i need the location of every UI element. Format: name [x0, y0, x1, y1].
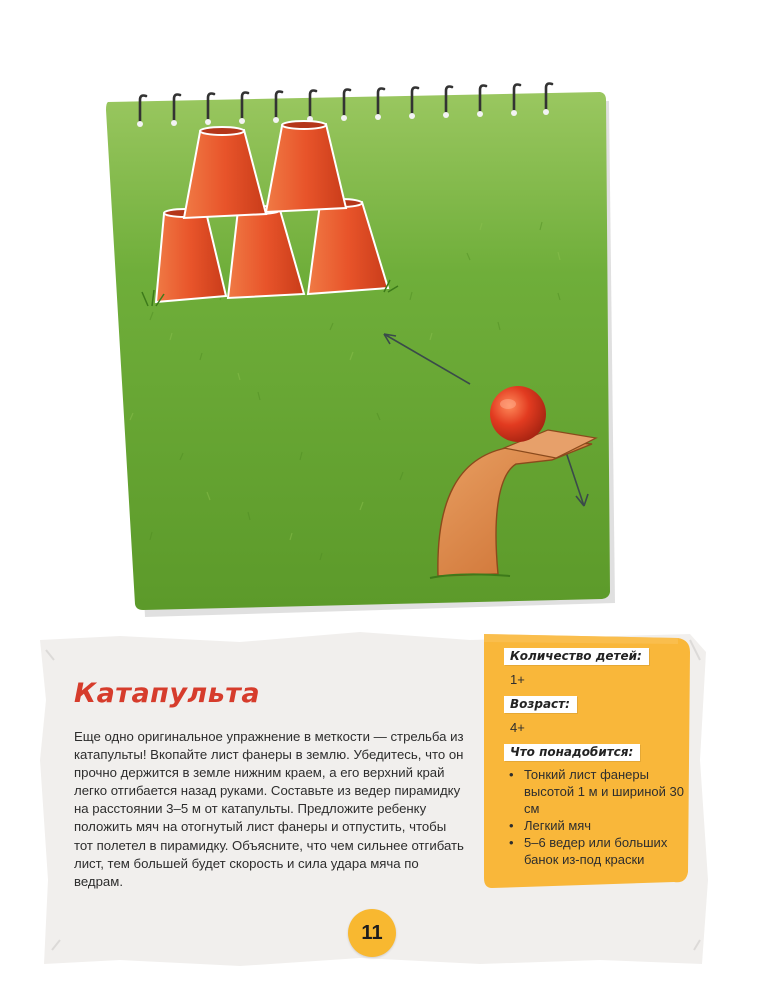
- children-count-value: 1+: [510, 672, 525, 687]
- materials-label: Что понадобится:: [504, 744, 640, 761]
- materials-list-item: • 5–6 ведер или больших банок из-под краски: [508, 834, 684, 868]
- age-value: 4+: [510, 720, 525, 735]
- materials-list-item: • Легкий мяч: [508, 817, 684, 834]
- children-count-label: Количество детей:: [504, 648, 649, 665]
- info-card: [482, 632, 692, 890]
- activity-description: Еще одно оригинальное упражнение в меткости — стрельба из катапульты! Вкопайте лист фанеры в землю. Убедитесь, что он прочно держится в земле нижним краем, а его верхний край легко отгибается назад руками. Составьте из ведер пирамидку на расстоянии 3–5 м от катапульты. Предложите ребенку положить мяч на отогнутый лист фанеры и отпустить, чтобы тот полетел в пирамидку. Объясните, что чем сильнее отгибать лист, тем большей будет скорость и сила удара мяча по ведрам.: [74, 729, 464, 889]
- age-label: Возраст:: [504, 696, 577, 713]
- materials-list-item: • Тонкий лист фанеры высотой 1 м и шириной 30 см: [508, 766, 684, 817]
- page-number: 11: [348, 909, 396, 957]
- materials-list: [508, 766, 684, 868]
- activity-title: Катапульта: [74, 678, 261, 709]
